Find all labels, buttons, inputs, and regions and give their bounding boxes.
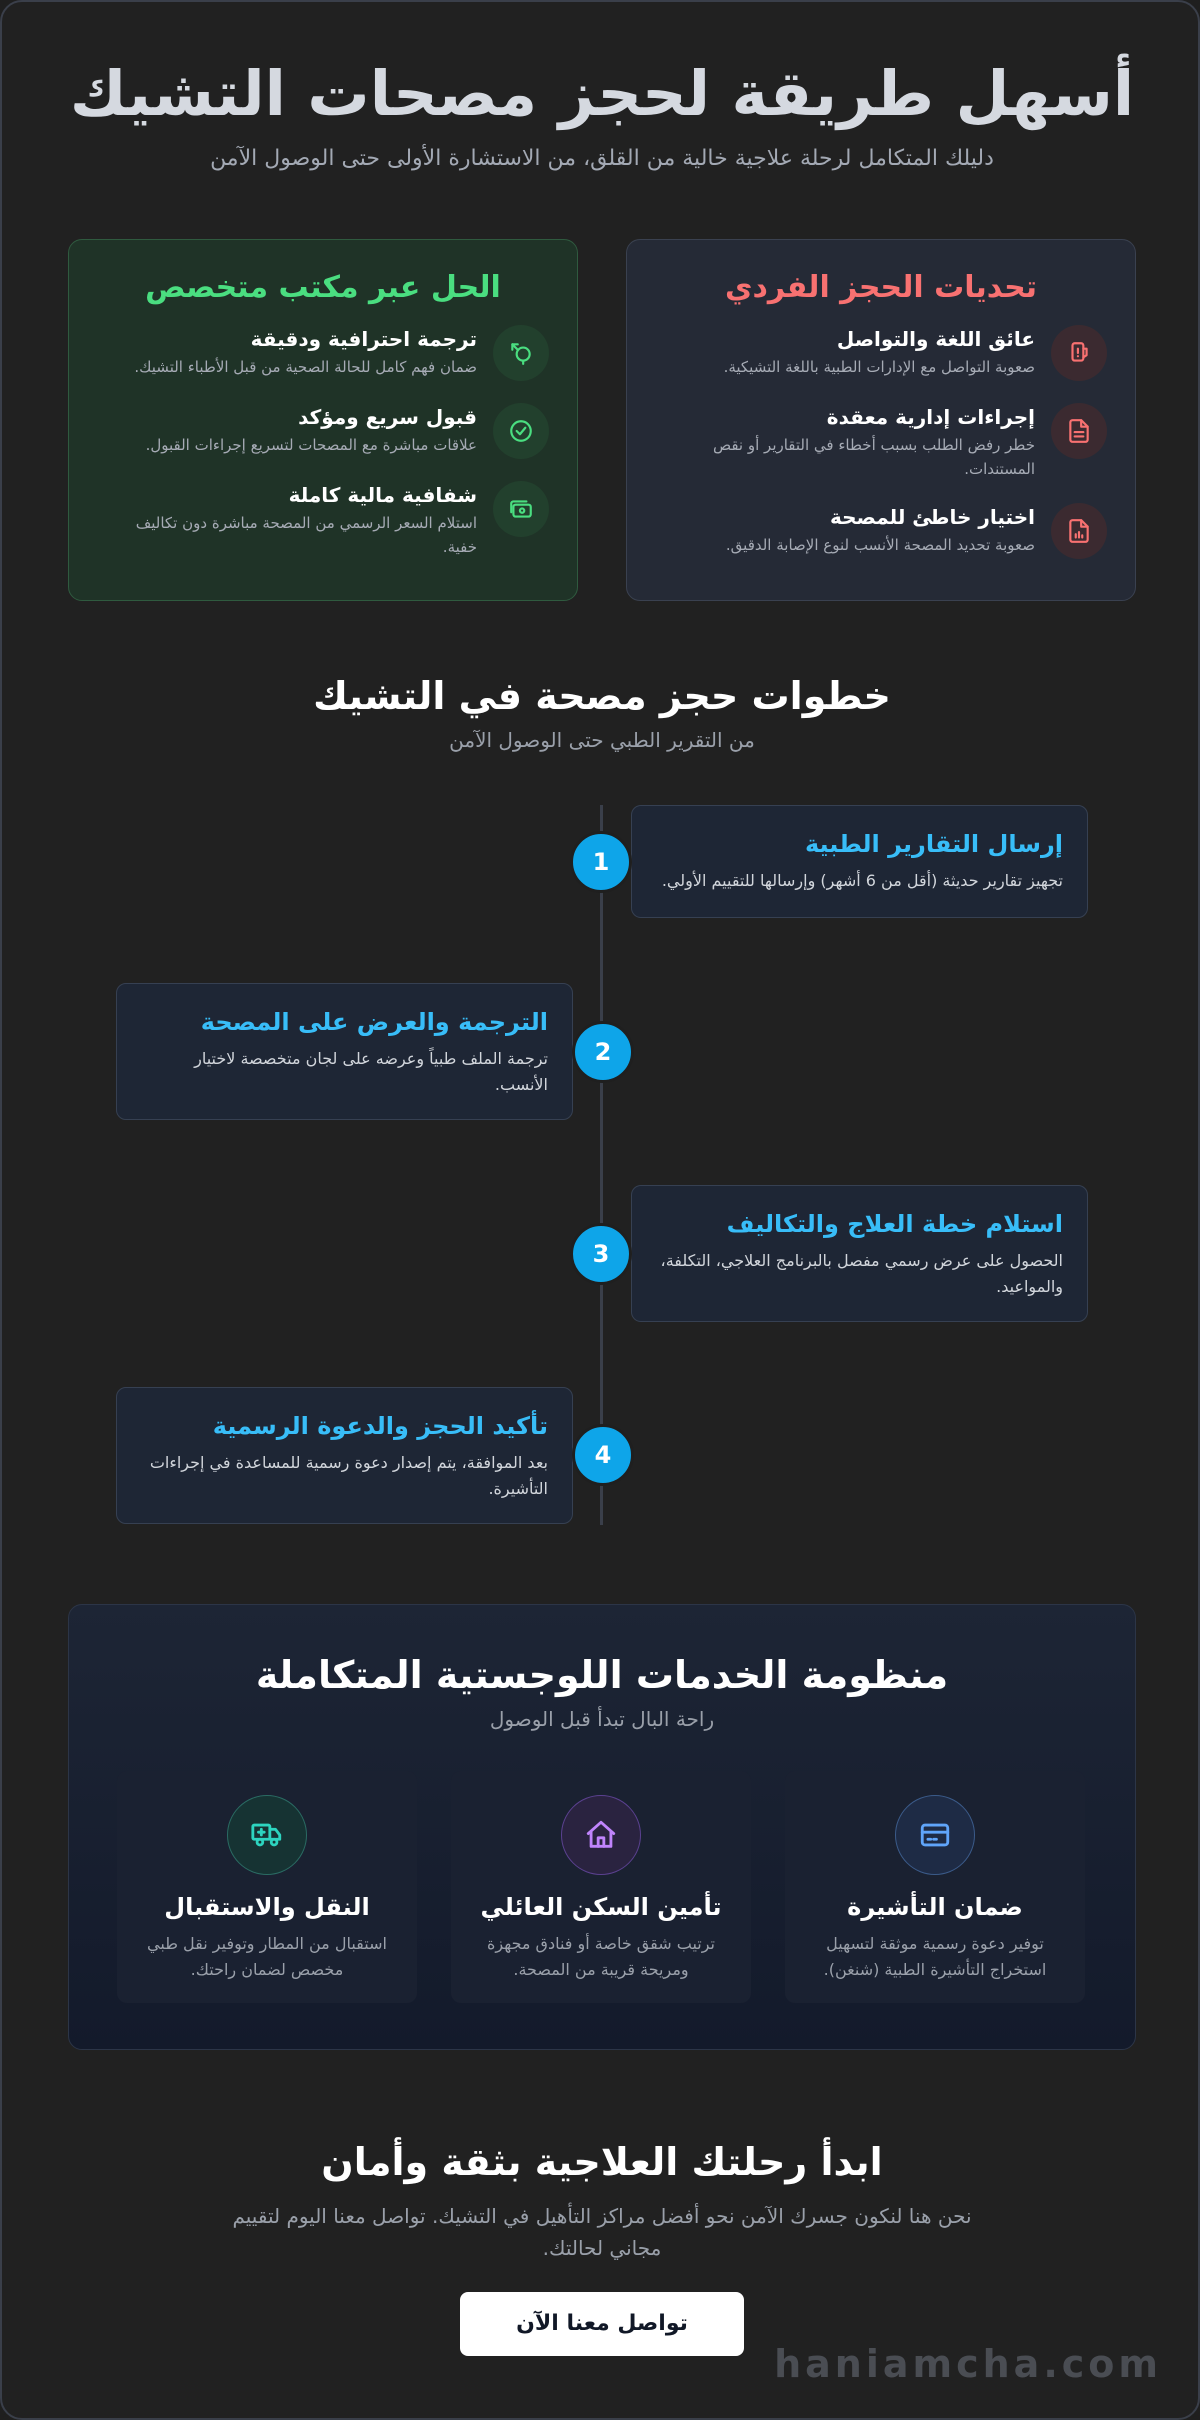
service-title: النقل والاستقبال [164,1893,370,1921]
service-title: ضمان التأشيرة [847,1893,1023,1921]
page-title: أسهل طريقة لحجز مصحات التشيك [69,57,1135,130]
solution-title: الحل عبر مكتب متخصص [145,270,501,305]
solution-item-desc: استلام السعر الرسمي من المصحة مباشرة دون تكاليف خفية. [135,514,477,556]
money-icon [493,481,549,537]
solution-item-desc: ضمان فهم كامل للحالة الصحية من قبل الأطباء التشيك. [134,358,477,376]
solution-item [97,403,549,459]
transport-icon [227,1795,307,1875]
challenge-item [655,503,1107,559]
step-title: إرسال التقارير الطبية [804,830,1063,858]
services-section [68,1604,1136,2050]
step-number: 3 [570,1223,632,1285]
watermark: haniamcha.com [774,2342,1162,2386]
timeline-line [600,805,603,1525]
challenge-desc: خطر رفض الطلب بسبب أخطاء في التقارير أو نقص المستندات. [712,436,1035,478]
step-desc: ترجمة الملف طبياً وعرضه على لجان متخصصة لاختيار الأنسب. [194,1049,548,1094]
service-desc: توفير دعوة رسمية موثقة لتسهيل استخراج التأشيرة الطبية (شنغن). [823,1934,1047,1979]
hero-section [2,57,1200,171]
challenge-title: إجراءات إدارية معقدة [826,405,1035,429]
contact-us-button[interactable]: تواصل معنا الآن [460,2292,744,2356]
challenge-title: اختيار خاطئ للمصحة [830,505,1035,529]
solution-item-title: قبول سريع ومؤكد [298,405,477,429]
step-desc: تجهيز تقارير حديثة (أقل من 6 أشهر) وإرسالها للتقييم الأولي. [661,871,1063,890]
service-card-visa [785,1771,1085,2003]
challenge-desc: صعوبة تحديد المصحة الأنسب لنوع الإصابة الدقيق. [725,536,1035,554]
translate-icon [493,325,549,381]
steps-subtitle: من التقرير الطبي حتى الوصول الآمن [449,728,755,752]
service-card-housing [451,1771,751,2003]
step-card [631,805,1088,918]
challenge-item [655,403,1107,481]
solution-item-title: شفافية مالية كاملة [288,483,477,507]
visa-card-icon [895,1795,975,1875]
check-circle-icon [493,403,549,459]
step-desc: بعد الموافقة، يتم إصدار دعوة رسمية للمساعدة في إجراءات التأشيرة. [149,1453,548,1498]
challenges-card [626,239,1136,601]
step-card [631,1185,1088,1322]
cta-text: نحن هنا لنكون جسرك الآمن نحو أفضل مراكز التأهيل في التشيك. تواصل معنا اليوم لتقييم مجاني لحالتك. [232,2204,972,2260]
home-icon [561,1795,641,1875]
challenge-desc: صعوبة التواصل مع الإدارات الطبية باللغة التشيكية. [723,358,1035,376]
steps-title: خطوات حجز مصحة في التشيك [313,674,891,718]
step-card [116,1387,573,1524]
step-number: 1 [570,831,632,893]
step-title: تأكيد الحجز والدعوة الرسمية [212,1412,548,1440]
steps-header [2,674,1200,752]
service-desc: ترتيب شقق خاصة أو فنادق مجهزة ومريحة قريبة من المصحة. [486,1934,716,1979]
step-desc: الحصول على عرض رسمي مفصل بالبرنامج العلاجي، التكلفة، والمواعيد. [660,1251,1063,1296]
language-barrier-icon [1051,325,1107,381]
solution-card [68,239,578,601]
solution-item [97,481,549,559]
step-title: استلام خطة العلاج والتكاليف [726,1210,1063,1238]
step-number: 2 [572,1021,634,1083]
solution-item-title: ترجمة احترافية ودقيقة [250,327,477,351]
cta-title: ابدأ رحلتك العلاجية بثقة وأمان [321,2140,883,2184]
services-subtitle: راحة البال تبدأ قبل الوصول [489,1707,715,1731]
step-card [116,983,573,1120]
service-desc: استقبال من المطار وتوفير نقل طبي مخصص لضمان راحتك. [147,1934,387,1979]
step-title: الترجمة والعرض على المصحة [200,1008,548,1036]
report-chart-icon [1051,503,1107,559]
service-card-transport [117,1771,417,2003]
step-number: 4 [572,1424,634,1486]
challenge-title: عائق اللغة والتواصل [836,327,1035,351]
challenge-item [655,325,1107,381]
service-title: تأمين السكن العائلي [480,1893,722,1921]
challenges-title: تحديات الحجز الفردي [725,270,1037,305]
solution-item-desc: علاقات مباشرة مع المصحات لتسريع إجراءات القبول. [145,436,477,454]
cta-section [2,2140,1200,2356]
services-title: منظومة الخدمات اللوجستية المتكاملة [255,1653,949,1697]
document-icon [1051,403,1107,459]
solution-item [97,325,549,381]
page-subtitle: دليلك المتكامل لرحلة علاجية خالية من القلق، من الاستشارة الأولى حتى الوصول الآمن [210,146,994,171]
